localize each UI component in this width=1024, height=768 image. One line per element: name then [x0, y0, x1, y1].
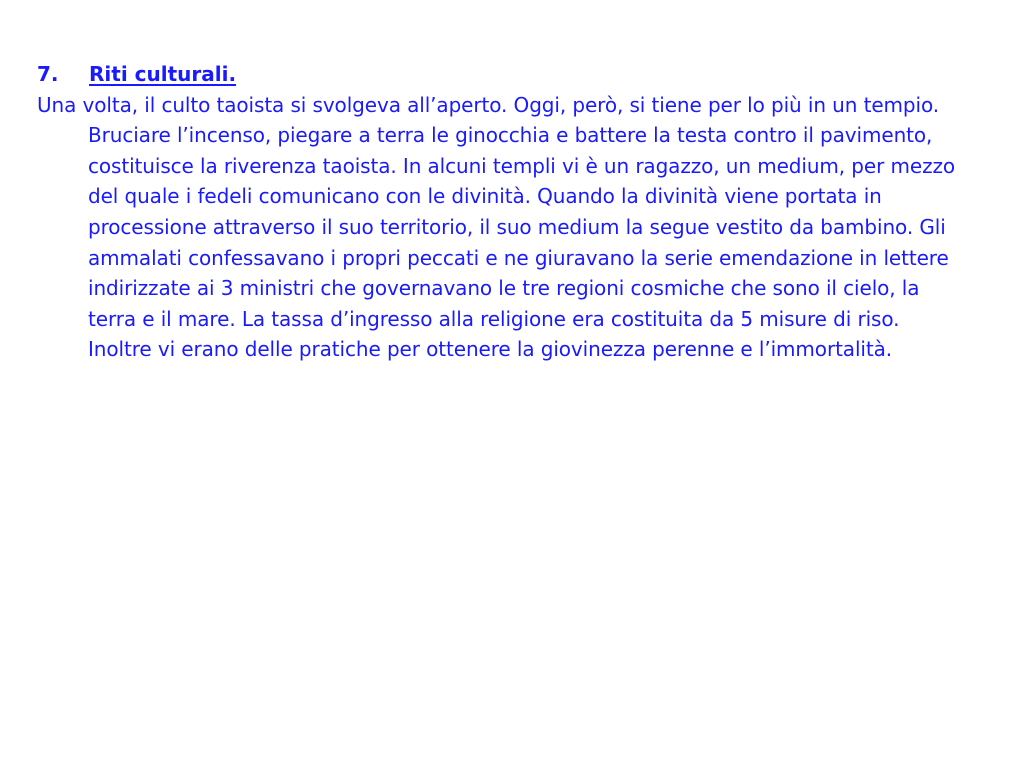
body-paragraph: Una volta, il culto taoista si svolgeva all’aperto. Oggi, però, si tiene per lo più in un tempio. Bruciare l’incenso, piegare a terra le ginocchia e battere la testa contro il pavimento, costituisce la riverenza taoista. In alcuni templi vi è un ragazzo, un medium, per mezzo del quale i fedeli comunicano con le divinità. Quando la divinità viene portata in processione attraverso il suo territorio, il suo medium la segue vestito da bambino. Gli ammalati confessavano i propri peccati e ne giuravano la serie emendazione in lettere indirizzate ai 3 ministri che governavano le tre regioni cosmiche che sono il cielo, la terra e il mare. La tassa d’ingresso alla religione era costituita da 5 misure di riso. Inoltre vi erano delle pratiche per ottenere la giovinezza perenne e l’immortalità. [37, 92, 956, 362]
section-heading [37, 59, 962, 90]
slide-content [37, 59, 962, 365]
heading-title: Riti culturali. [89, 62, 237, 86]
heading-number: 7. [37, 62, 59, 86]
